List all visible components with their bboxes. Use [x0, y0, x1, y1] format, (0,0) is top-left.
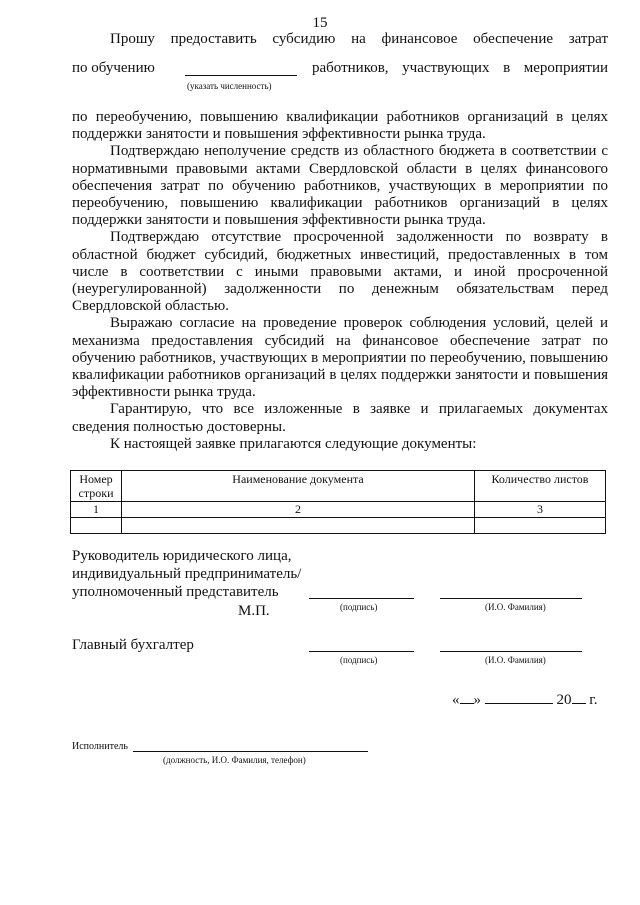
intro-continuation: по переобучению, повышению квалификации работников организаций в целях поддержки занятости и повышения эффективности рынка труда.	[72, 109, 608, 143]
head-signatory-block	[72, 547, 301, 601]
quantity-line	[72, 48, 608, 92]
intro-block	[72, 31, 608, 92]
table-cell[interactable]	[122, 518, 475, 534]
documents-table	[70, 470, 606, 534]
accountant-label: Главный бухгалтер	[72, 637, 194, 653]
date-day-blank[interactable]	[460, 689, 474, 704]
paragraph-attachments: К настоящей заявке прилагаются следующие документы:	[110, 435, 477, 452]
table-cell: 3	[475, 502, 606, 518]
date-month-blank[interactable]	[485, 689, 553, 704]
paragraph-no-funding: Подтверждаю неполучение средств из областного бюджета в соответствии с нормативными правовыми актами Свердловской области в целях финансового обеспечения затрат по обучению работников, участвующих в мероприятии по переобучению, повышению квалификации работников организаций в целях поддержки занятости и повышения эффективности рынка труда.	[72, 143, 608, 229]
date-year-suffix: г.	[589, 692, 598, 708]
head-signature-line[interactable]	[309, 598, 414, 599]
intro-line-1: Прошу предоставить субсидию на финансовое обеспечение затрат	[110, 31, 608, 47]
head-signature-caption: (подпись)	[340, 602, 378, 612]
table-cell: 1	[71, 502, 122, 518]
table-cell: 2	[122, 502, 475, 518]
table-cell[interactable]	[475, 518, 606, 534]
head-name-line[interactable]	[440, 598, 582, 599]
date-year-prefix: 20	[556, 692, 572, 708]
executor-line[interactable]	[133, 751, 368, 752]
executor-caption: (должность, И.О. Фамилия, телефон)	[163, 755, 306, 765]
date-line	[452, 689, 597, 709]
paragraph-guarantee: Гарантирую, что все изложенные в заявке и прилагаемых документах сведения полностью достоверны.	[72, 401, 608, 435]
page-number: 15	[312, 15, 328, 31]
executor-label: Исполнитель	[72, 741, 128, 752]
accountant-name-caption: (И.О. Фамилия)	[485, 655, 546, 665]
table-numbering-row	[71, 502, 606, 518]
col-header-name: Наименование документа	[122, 471, 475, 502]
date-open-quote: «	[452, 692, 460, 708]
head-name-caption: (И.О. Фамилия)	[485, 602, 546, 612]
document-body	[72, 109, 608, 453]
col-header-number: Номер строки	[71, 471, 122, 502]
table-row[interactable]	[71, 518, 606, 534]
paragraph-no-debt: Подтверждаю отсутствие просроченной задолженности по возврату в областной бюджет субсидий, бюджетных инвестиций, предоставленных в том числе в соответствии с иными правовыми актами, и иной просроченной (неурегулированной) задолженности по денежным обязательствам перед Свердловской областью.	[72, 229, 608, 315]
quantity-hint: (указать численность)	[187, 81, 272, 92]
table-cell[interactable]	[71, 518, 122, 534]
quantity-blank[interactable]	[185, 75, 297, 76]
accountant-name-line[interactable]	[440, 651, 582, 652]
head-line-3: уполномоченный представитель	[72, 584, 279, 600]
col-header-sheets: Количество листов	[475, 471, 606, 502]
accountant-signature-caption: (подпись)	[340, 655, 378, 665]
intro-line-2-left: по обучению	[72, 60, 155, 77]
head-line-1: Руководитель юридического лица,	[72, 548, 292, 564]
table-header-row	[71, 471, 606, 502]
accountant-signature-line[interactable]	[309, 651, 414, 652]
head-line-2: индивидуальный предприниматель/	[72, 566, 302, 582]
intro-line-2-right: работников, участвующих в мероприятии	[312, 60, 608, 77]
date-close-quote: »	[473, 692, 481, 708]
stamp-label: М.П.	[238, 603, 270, 619]
paragraph-consent: Выражаю согласие на проведение проверок соблюдения условий, целей и механизма предоставления субсидий на финансовое обеспечение затрат по обучению работников, участвующих в мероприятии по переобучению, повышению квалификации работников организаций в целях поддержки занятости и повышения эффективности рынка труда.	[72, 315, 608, 401]
date-year-blank[interactable]	[572, 689, 586, 704]
